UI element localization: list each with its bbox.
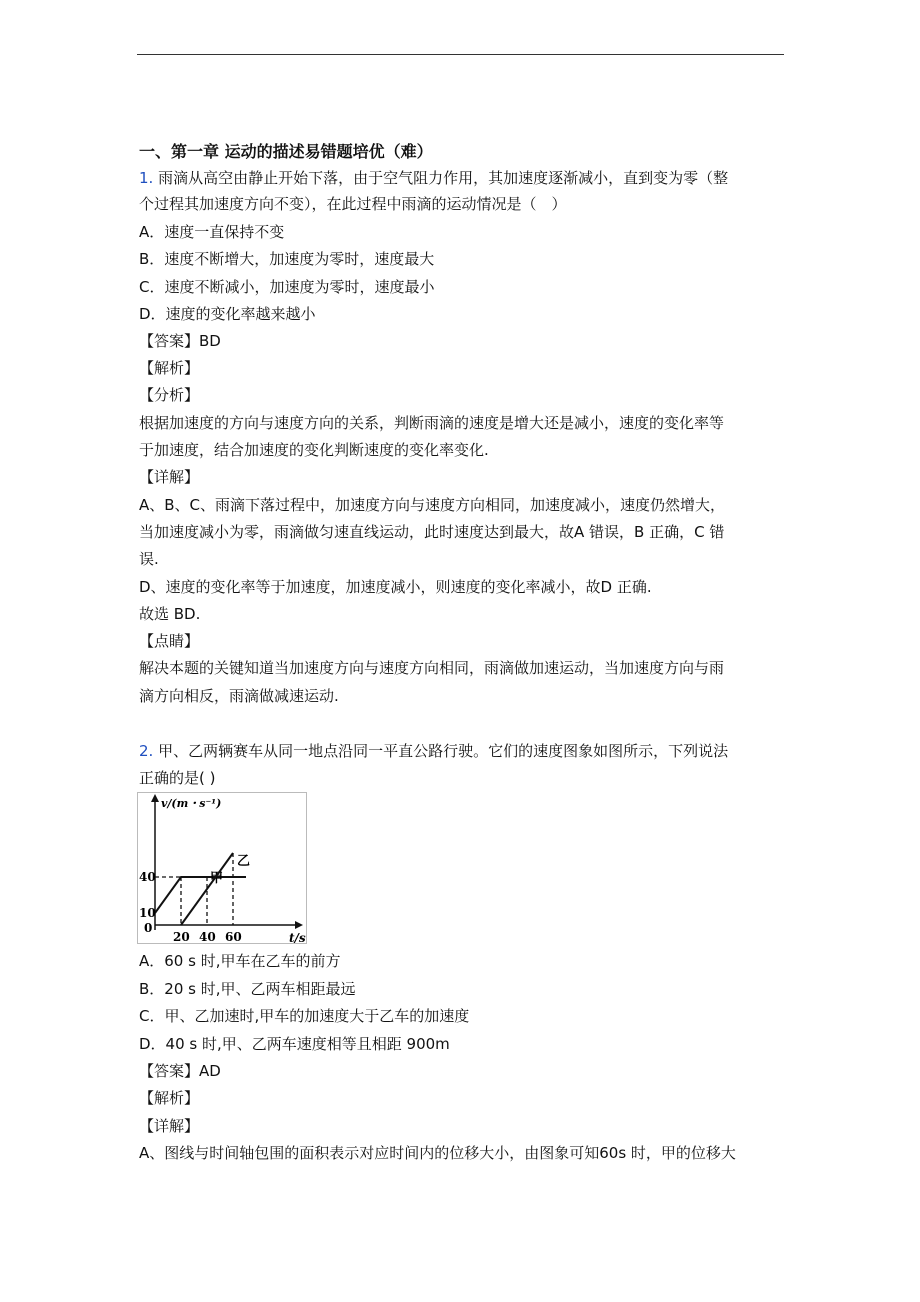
q1-fenxi-label: 【分析】 bbox=[139, 386, 200, 404]
q1-xiangjie-line4: D、速度的变化率等于加速度，加速度减小，则速度的变化率减小，故D 正确. bbox=[139, 578, 652, 596]
y-tick-10: 10 bbox=[139, 906, 156, 920]
q1-fenxi-line2: 于加速度，结合加速度的变化判断速度的变化率变化. bbox=[139, 441, 489, 459]
q1-answer: 【答案】BD bbox=[139, 332, 221, 350]
section-heading: 一、第一章 运动的描述易错题培优（难） bbox=[139, 142, 433, 161]
y-tick-40: 40 bbox=[139, 870, 156, 884]
q1-dianjing-line2: 滴方向相反，雨滴做减速运动. bbox=[139, 687, 339, 705]
top-rule bbox=[137, 54, 784, 55]
x-tick-60: 60 bbox=[225, 930, 242, 944]
q1-stem-line2: 个过程其加速度方向不变），在此过程中雨滴的运动情况是（ ） bbox=[139, 195, 567, 213]
y-axis-label: v/(m・s⁻¹) bbox=[161, 797, 222, 810]
x-tick-40: 40 bbox=[199, 930, 216, 944]
q1-number: 1. bbox=[139, 169, 154, 187]
x-axis-label: t/s bbox=[289, 931, 306, 944]
q2-xiangjie-line1: A、图线与时间轴包围的面积表示对应时间内的位移大小，由图象可知60s 时，甲的位移大 bbox=[139, 1144, 736, 1162]
q1-option-b: B．速度不断增大，加速度为零时，速度最大 bbox=[139, 250, 435, 268]
q2-jiexi: 【解析】 bbox=[139, 1089, 200, 1107]
q1-stem-line1 bbox=[139, 168, 789, 188]
q2-option-c: C．甲、乙加速时,甲车的加速度大于乙车的加速度 bbox=[139, 1007, 470, 1025]
q1-fenxi-line1: 根据加速度的方向与速度方向的关系，判断雨滴的速度是增大还是减小，速度的变化率等 bbox=[139, 414, 725, 432]
q2-number: 2. bbox=[139, 742, 154, 760]
q2-stem-line1 bbox=[139, 741, 789, 761]
q1-option-d: D．速度的变化率越来越小 bbox=[139, 305, 316, 323]
origin-label: 0 bbox=[144, 921, 153, 935]
velocity-time-chart bbox=[137, 792, 307, 944]
q1-xiangjie-line5: 故选 BD. bbox=[139, 605, 201, 623]
q1-dianjing-label: 【点睛】 bbox=[139, 632, 200, 650]
q2-option-b: B．20 s 时,甲、乙两车相距最远 bbox=[139, 980, 356, 998]
q1-jiexi: 【解析】 bbox=[139, 359, 200, 377]
x-tick-20: 20 bbox=[173, 930, 190, 944]
q2-stem-line2: 正确的是( ) bbox=[139, 769, 216, 787]
q2-option-d: D．40 s 时,甲、乙两车速度相等且相距 900m bbox=[139, 1035, 450, 1053]
q1-xiangjie-line3: 误. bbox=[139, 550, 159, 568]
q1-xiangjie-label: 【详解】 bbox=[139, 468, 200, 486]
q1-option-c: C．速度不断减小，加速度为零时，速度最小 bbox=[139, 278, 435, 296]
q1-xiangjie-line2: 当加速度减小为零，雨滴做匀速直线运动，此时速度达到最大，故A 错误，B 正确，C 错 bbox=[139, 523, 725, 541]
q1-stem-text1: 雨滴从高空由静止开始下落，由于空气阻力作用，其加速度逐渐减小，直到变为零（整 bbox=[158, 169, 729, 187]
q1-dianjing-line1: 解决本题的关键知道当加速度方向与速度方向相同，雨滴做加速运动，当加速度方向与雨 bbox=[139, 659, 725, 677]
series-label-0: 甲 bbox=[210, 871, 224, 886]
q2-option-a: A．60 s 时,甲车在乙车的前方 bbox=[139, 952, 341, 970]
q2-xiangjie-label: 【详解】 bbox=[139, 1117, 200, 1135]
q1-option-a: A．速度一直保持不变 bbox=[139, 223, 285, 241]
series-label-1: 乙 bbox=[237, 854, 251, 869]
q2-stem-text1: 甲、乙两辆赛车从同一地点沿同一平直公路行驶。它们的速度图象如图所示，下列说法 bbox=[158, 742, 729, 760]
q1-xiangjie-line1: A、B、C、雨滴下落过程中，加速度方向与速度方向相同，加速度减小，速度仍然增大， bbox=[139, 496, 726, 514]
q2-answer: 【答案】AD bbox=[139, 1062, 221, 1080]
